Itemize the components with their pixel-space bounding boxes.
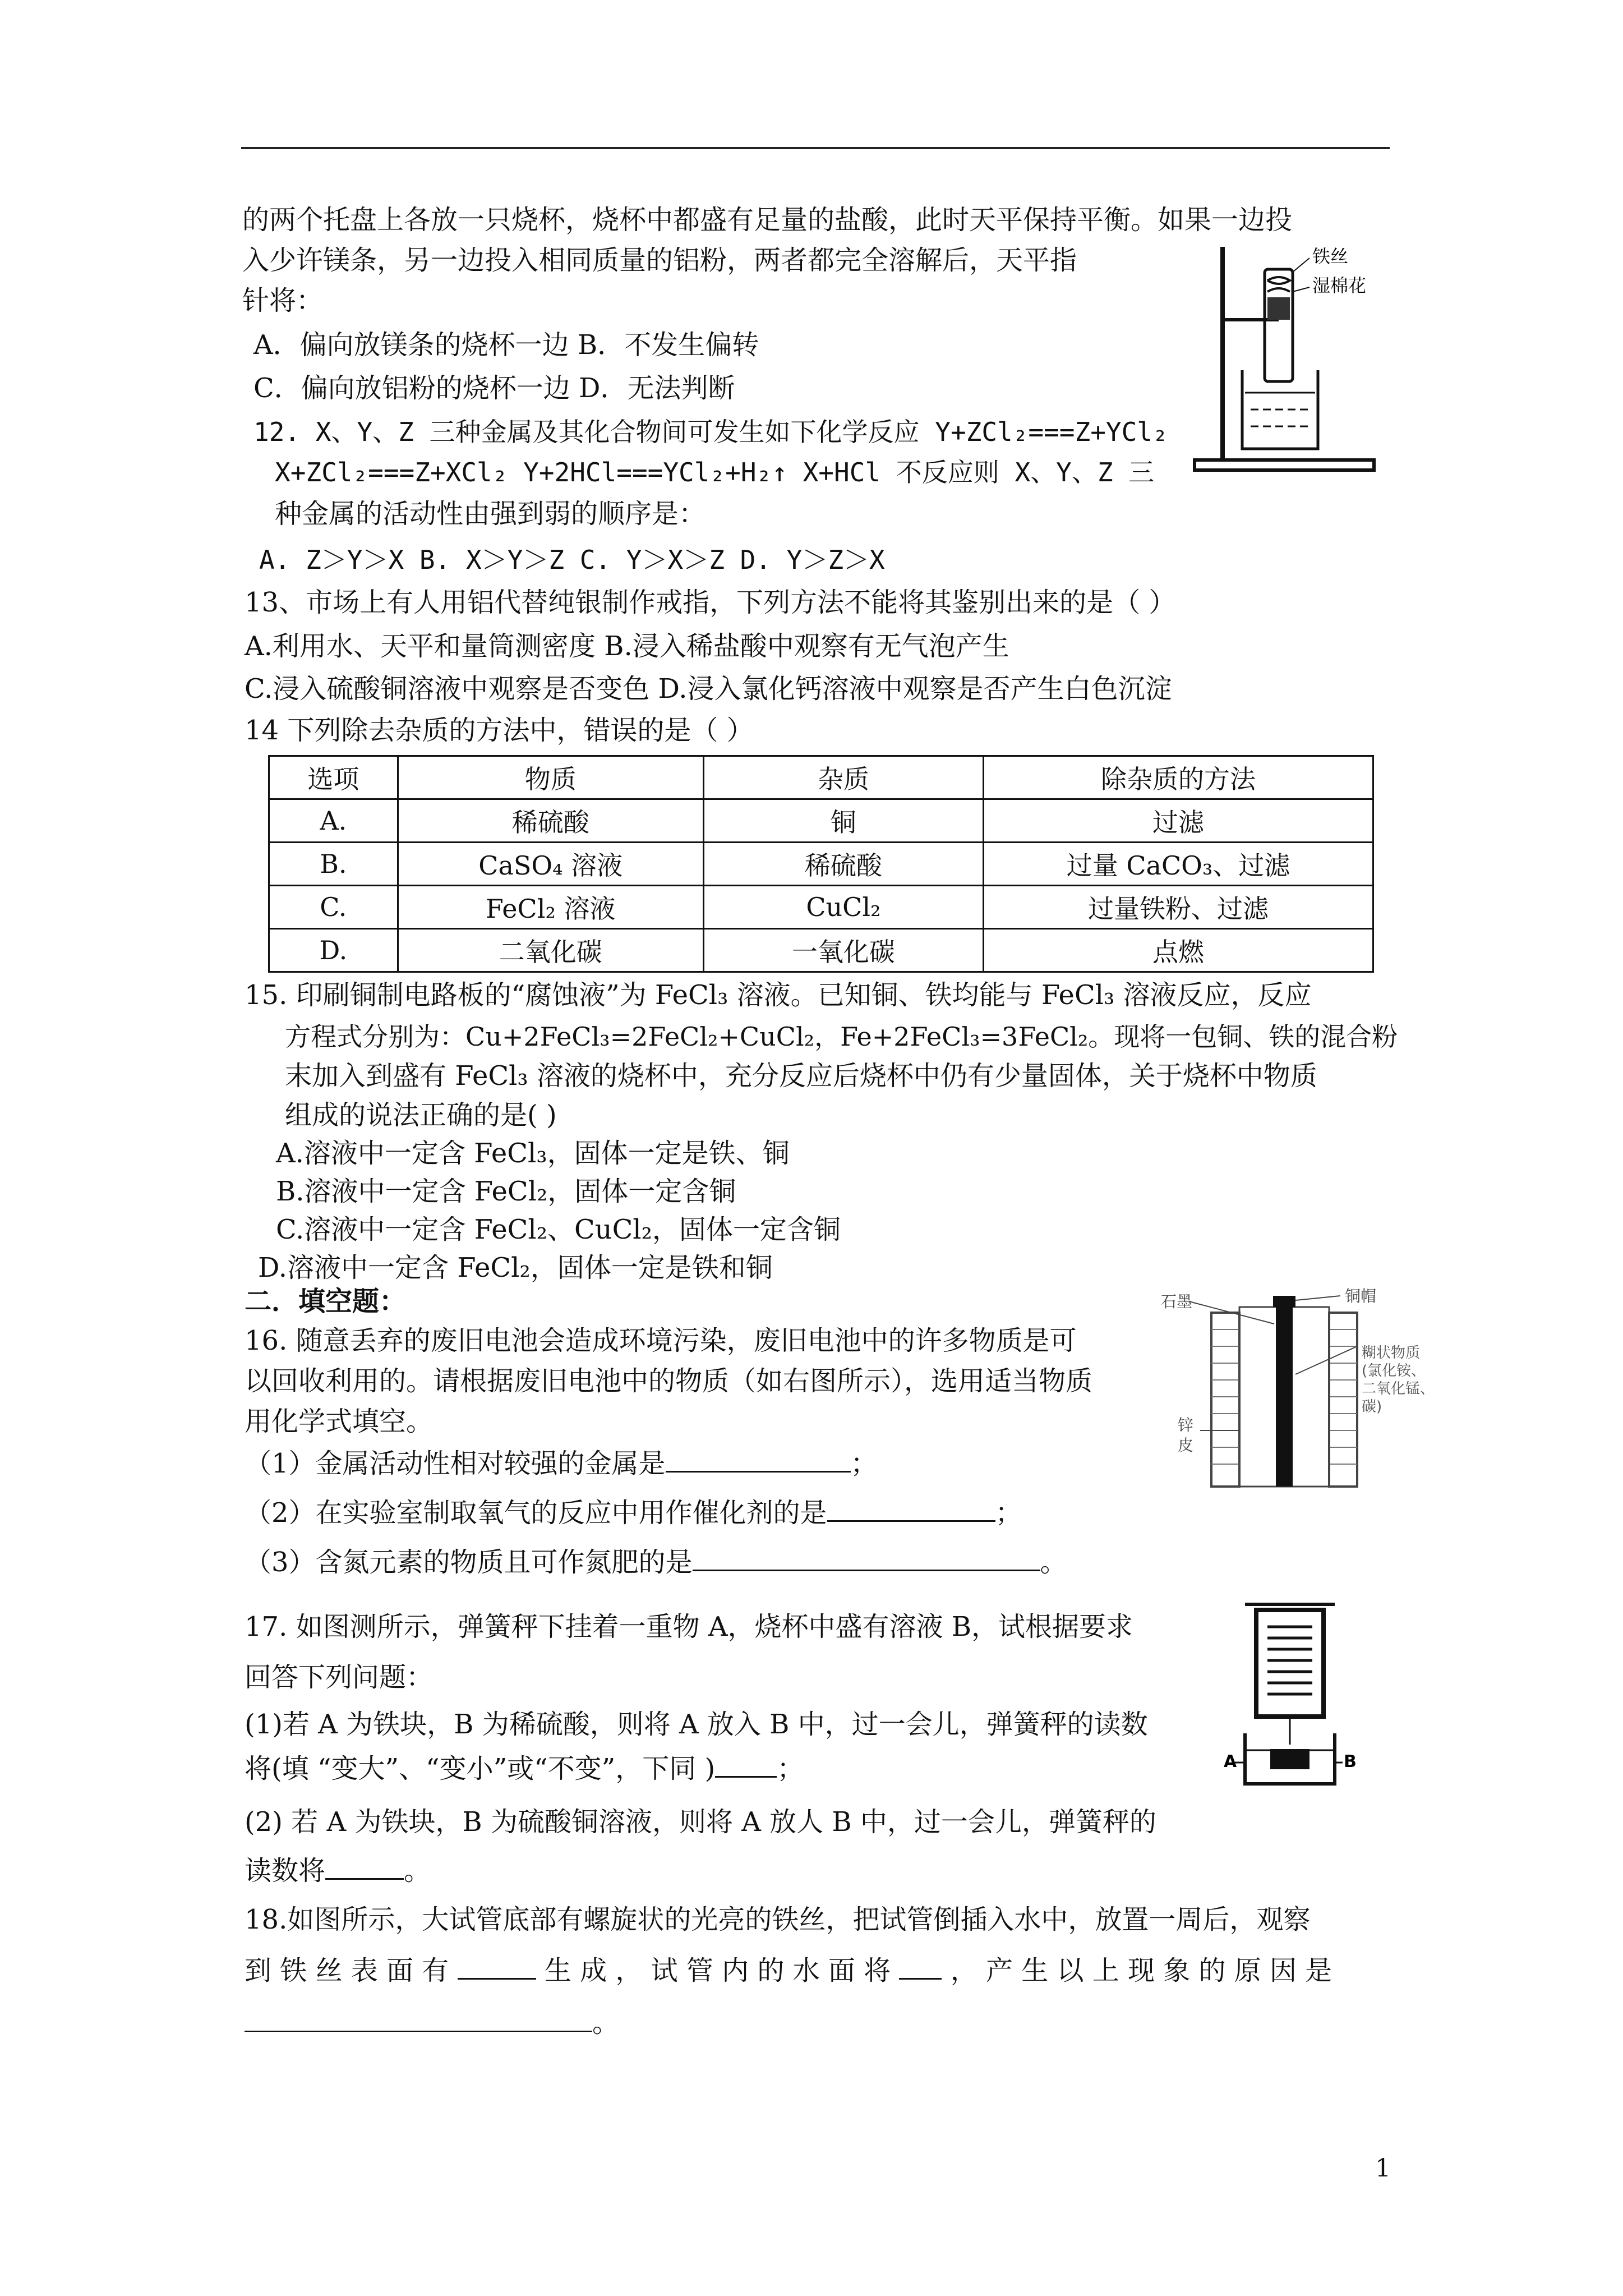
table-cell: CuCl₂ [703, 886, 983, 929]
q17-line-3: (1)若 A 为铁块，B 为稀硫酸，则将 A 放入 B 中，过一会儿，弹簧秤的读数 [245, 1709, 1148, 1740]
q12-line-2: X+ZCl₂===Z+XCl₂ Y+2HCl===YCl₂+H₂↑ X+HCl 不反应则 X、Y、Z 三 [275, 457, 1155, 487]
table-header-cell: 物质 [398, 756, 703, 799]
q11-line-2: 入少许镁条，另一边投入相同质量的铝粉，两者都完全溶解后，天平指 [242, 245, 1077, 276]
q18-line-2-c: ， 产 生 以 上 现 象 的 原 因 是 [950, 1955, 1332, 1986]
table-cell: 过量铁粉、过滤 [984, 886, 1373, 929]
table-cell: 一氧化碳 [703, 929, 983, 972]
q18-line-2-b: 生 成 ， 试 管 内 的 水 面 将 [544, 1955, 891, 1986]
q17-line-4-text: 将(填 “变大”、“变小”或“不变”，下同 ) [245, 1753, 716, 1784]
q11-options-ab: A．偏向放镁条的烧杯一边 B．不发生偏转 [253, 329, 759, 361]
section-fill-blank-title: 二．填空题： [245, 1286, 407, 1317]
q17-line-6-end: 。 [404, 1855, 431, 1887]
answer-blank[interactable] [693, 1545, 1040, 1571]
label-zinc-2: 皮 [1178, 1436, 1194, 1455]
label-b: B [1344, 1752, 1357, 1772]
page-number: 1 [1375, 2154, 1391, 2183]
q16-sub-3 [245, 1545, 1067, 1579]
header-rule [241, 147, 1390, 149]
q17-line-4-end: ； [777, 1753, 804, 1784]
table-row [269, 929, 1373, 972]
q13-options-ab: A.利用水、天平和量筒测密度 B.浸入稀盐酸中观察有无气泡产生 [245, 631, 1009, 662]
q15-option-d: D.溶液中一定含 FeCl₂，固体一定是铁和铜 [258, 1252, 773, 1283]
iron-stand-figure [1183, 236, 1385, 482]
answer-blank[interactable] [827, 1496, 995, 1522]
q16-line-1: 16. 随意丢弃的废旧电池会造成环境污染，废旧电池中的许多物质是可 [245, 1325, 1077, 1356]
q16-line-3: 用化学式填空。 [245, 1406, 434, 1437]
q17-line-4 [245, 1751, 804, 1786]
table-header-cell: 除杂质的方法 [984, 756, 1373, 799]
battery-figure [1155, 1285, 1469, 1492]
table-header-cell: 杂质 [703, 756, 983, 799]
q13-stem: 13、市场上有人用铝代替纯银制作戒指，下列方法不能将其鉴别出来的是（ ） [245, 587, 1176, 618]
q16-sub-1-text: （1）金属活动性相对较强的金属是 [245, 1448, 666, 1479]
spring-scale-figure [1211, 1599, 1380, 1806]
q13-options-cd: C.浸入硫酸铜溶液中观察是否变色 D.浸入氯化钙溶液中观察是否产生白色沉淀 [245, 673, 1172, 705]
table-cell: C. [269, 886, 398, 929]
table-cell: B. [269, 843, 398, 886]
label-paste: 糊状物质 [1362, 1345, 1421, 1361]
table-cell: 二氧化碳 [398, 929, 703, 972]
table-cell: 过滤 [984, 799, 1373, 843]
table-cell: 铜 [703, 799, 983, 843]
q15-option-b: B.溶液中一定含 FeCl₂，固体一定含铜 [276, 1176, 736, 1207]
table-cell: 点燃 [984, 929, 1373, 972]
q15-option-a: A.溶液中一定含 FeCl₃，固体一定是铁、铜 [276, 1138, 790, 1169]
q16-sub-3-text: （3）含氮元素的物质且可作氮肥的是 [245, 1547, 693, 1578]
table-cell: FeCl₂ 溶液 [398, 886, 703, 929]
q16-sub-1-end: ； [850, 1448, 878, 1479]
q12-options: A. Z＞Y＞X B. X＞Y＞Z C. Y＞X＞Z D. Y＞Z＞X [259, 545, 885, 575]
q11-line-3: 针将： [242, 285, 324, 316]
answer-blank[interactable] [666, 1446, 851, 1473]
q18-line-3-end: 。 [592, 2007, 620, 2039]
label-zinc: 锌 [1178, 1416, 1194, 1434]
label-paste-2: (氯化铵、 [1362, 1363, 1426, 1379]
q15-line-2: 方程式分别为：Cu+2FeCl₃=2FeCl₂+CuCl₂，Fe+2FeCl₃=3FeCl₂。现将一包铜、铁的混合粉 [285, 1022, 1398, 1052]
q18-line-3 [245, 2006, 619, 2040]
table-cell: 过量 CaCO₃、过滤 [984, 843, 1373, 886]
table-cell: D. [269, 929, 398, 972]
label-a: A [1224, 1752, 1237, 1772]
q12-line-3: 种金属的活动性由强到弱的顺序是： [275, 498, 706, 530]
table-header-cell: 选项 [269, 756, 398, 799]
table-cell: A. [269, 799, 398, 843]
q17-line-6 [245, 1853, 431, 1888]
q14-table [268, 755, 1374, 973]
q17-line-5: (2) 若 A 为铁块，B 为硫酸铜溶液，则将 A 放人 B 中，过一会儿，弹簧秤的 [245, 1806, 1156, 1838]
table-cell: CaSO₄ 溶液 [398, 843, 703, 886]
q15-line-4: 组成的说法正确的是( ) [285, 1099, 557, 1131]
label-paste-3: 二氧化锰、 [1362, 1381, 1435, 1397]
table-row [269, 886, 1373, 929]
answer-blank[interactable] [245, 2006, 592, 2032]
table-header-row [269, 756, 1373, 799]
q18-line-2-a: 到 铁 丝 表 面 有 [245, 1955, 449, 1986]
q18-line-1: 18.如图所示，大试管底部有螺旋状的光亮的铁丝，把试管倒插入水中，放置一周后，观察 [245, 1904, 1311, 1935]
q11-options-cd: C．偏向放铝粉的烧杯一边 D．无法判断 [253, 372, 735, 404]
label-graphite: 石墨 [1161, 1292, 1193, 1311]
q16-sub-2 [245, 1496, 1022, 1530]
label-paste-4: 碳) [1362, 1398, 1382, 1415]
q17-line-6-text: 读数将 [245, 1855, 326, 1887]
answer-blank[interactable] [899, 1953, 942, 1980]
q12-line-1: 12. X、Y、Z 三种金属及其化合物间可发生如下化学反应 Y+ZCl₂===Z+YCl₂ [253, 417, 1168, 447]
table-cell: 稀硫酸 [703, 843, 983, 886]
q15-line-3: 末加入到盛有 FeCl₃ 溶液的烧杯中，充分反应后烧杯中仍有少量固体，关于烧杯中物质 [285, 1060, 1317, 1092]
q16-sub-1 [245, 1446, 878, 1480]
q16-sub-2-end: ； [995, 1497, 1022, 1529]
label-wet-cotton: 湿棉花 [1312, 275, 1367, 296]
q17-line-2: 回答下列问题： [245, 1662, 434, 1693]
answer-blank[interactable] [458, 1953, 536, 1980]
q11-line-1: 的两个托盘上各放一只烧杯，烧杯中都盛有足量的盐酸，此时天平保持平衡。如果一边投 [242, 204, 1293, 236]
table-cell: 稀硫酸 [398, 799, 703, 843]
q14-stem: 14 下列除去杂质的方法中，错误的是（ ） [245, 715, 754, 746]
q15-option-c: C.溶液中一定含 FeCl₂、CuCl₂，固体一定含铜 [276, 1214, 841, 1245]
q15-line-1: 15. 印刷铜制电路板的“腐蚀液”为 FeCl₃ 溶液。已知铜、铁均能与 FeCl₃ 溶液反应，反应 [245, 979, 1312, 1011]
table-row [269, 799, 1373, 843]
q17-line-1: 17. 如图测所示，弹簧秤下挂着一重物 A，烧杯中盛有溶液 B，试根据要求 [245, 1611, 1133, 1642]
table-row [269, 843, 1373, 886]
label-iron-wire: 铁丝 [1312, 246, 1349, 267]
q16-sub-2-text: （2）在实验室制取氧气的反应中用作催化剂的是 [245, 1497, 827, 1529]
q18-line-2 [245, 1953, 1332, 1987]
q16-sub-3-end: 。 [1040, 1547, 1067, 1578]
answer-blank[interactable] [325, 1853, 404, 1880]
q16-line-2: 以回收利用的。请根据废旧电池中的物质（如右图所示），选用适当物质 [245, 1365, 1093, 1397]
label-copper-cap: 铜帽 [1345, 1287, 1377, 1305]
answer-blank[interactable] [715, 1751, 777, 1778]
